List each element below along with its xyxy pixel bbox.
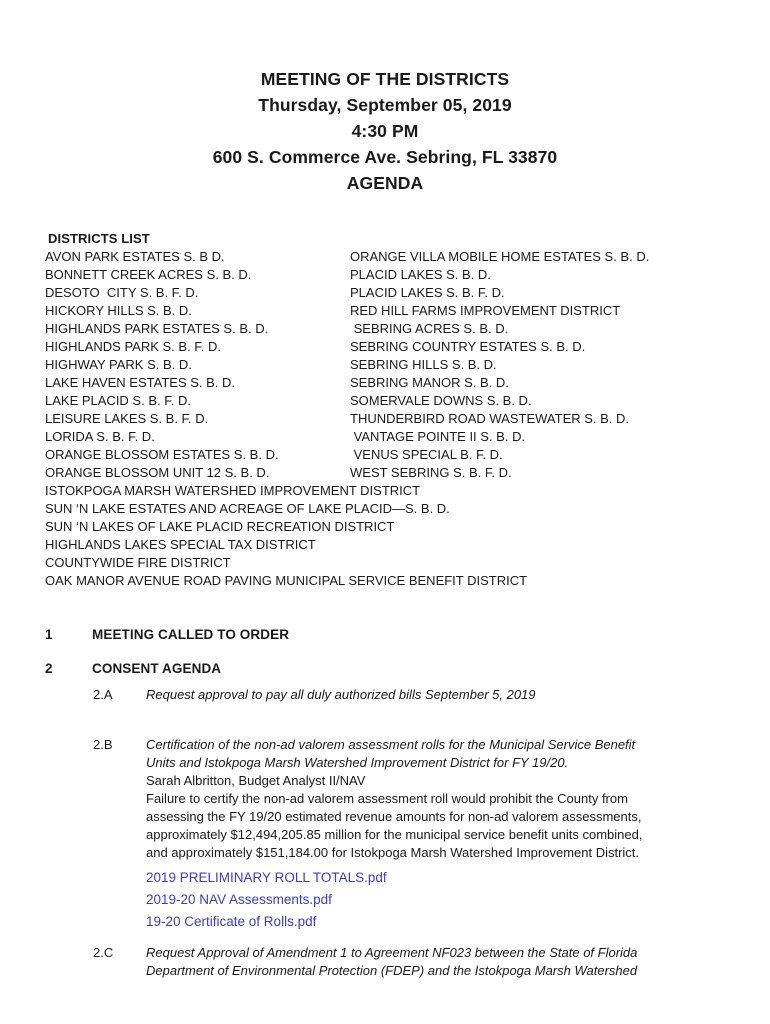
- district-name: THUNDERBIRD ROAD WASTEWATER S. B. D.: [350, 411, 630, 426]
- district-name: BONNETT CREEK ACRES S. B. D.: [45, 267, 252, 282]
- district-row: [45, 266, 750, 284]
- section-number: 1: [45, 627, 53, 642]
- agenda-section-2: [45, 660, 750, 678]
- consent-agenda-items: [93, 686, 750, 980]
- district-name: HIGHLANDS PARK S. B. F. D.: [45, 339, 222, 354]
- item-title-line: Department of Environmental Protection (FDEP) and the Istokpoga Marsh Watershed: [146, 963, 638, 978]
- item-label: 2.B: [93, 737, 113, 752]
- item-description-line: Failure to certify the non-ad valorem assessment roll would prohibit the County from: [146, 791, 628, 806]
- district-row: [45, 392, 750, 410]
- district-row: [45, 320, 750, 338]
- district-name: ISTOKPOGA MARSH WATERSHED IMPROVEMENT DISTRICT: [45, 483, 421, 498]
- district-name: AVON PARK ESTATES S. B D.: [45, 249, 225, 264]
- district-row: [45, 464, 750, 482]
- district-name: LAKE HAVEN ESTATES S. B. D.: [45, 375, 235, 390]
- district-row: [45, 446, 750, 464]
- district-row: [45, 338, 750, 356]
- district-row: [45, 284, 750, 302]
- districts-list-section: [45, 230, 750, 590]
- meeting-date: Thursday, September 05, 2019: [258, 95, 512, 115]
- district-name: VENUS SPECIAL B. F. D.: [350, 447, 503, 462]
- attachment-link-pdf[interactable]: 19-20 Certificate of Rolls.pdf: [146, 914, 317, 929]
- district-name: HICKORY HILLS S. B. D.: [45, 303, 192, 318]
- item-description-line: and approximately $151,184.00 for Istokpoga Marsh Watershed Improvement District.: [146, 845, 640, 860]
- section-number: 2: [45, 661, 53, 676]
- district-name: DESOTO CITY S. B. F. D.: [45, 285, 199, 300]
- item-presenter: Sarah Albritton, Budget Analyst II/NAV: [146, 773, 366, 788]
- meeting-address: 600 S. Commerce Ave. Sebring, FL 33870: [212, 147, 558, 167]
- district-name: ORANGE VILLA MOBILE HOME ESTATES S. B. D.: [350, 249, 650, 264]
- district-name: WEST SEBRING S. B. F. D.: [350, 465, 512, 480]
- district-name: HIGHWAY PARK S. B. D.: [45, 357, 192, 372]
- attachment-link-pdf[interactable]: 2019-20 NAV Assessments.pdf: [146, 892, 332, 907]
- district-name: LAKE PLACID S. B. F. D.: [45, 393, 191, 408]
- item-title-line: Request Approval of Amendment 1 to Agreement NF023 between the State of Florida: [146, 945, 638, 960]
- agenda-item-2a: [93, 686, 750, 704]
- agenda-item-2c: [93, 944, 750, 980]
- item-body: [146, 686, 750, 704]
- agenda-section-1: [45, 626, 750, 644]
- item-title-line: Certification of the non-ad valorem assessment rolls for the Municipal Service Benefit: [146, 737, 636, 752]
- district-name: SOMERVALE DOWNS S. B. D.: [350, 393, 532, 408]
- district-row: [45, 302, 750, 320]
- district-name: OAK MANOR AVENUE ROAD PAVING MUNICIPAL SERVICE BENEFIT DISTRICT: [45, 573, 528, 588]
- meeting-time: 4:30 PM: [351, 121, 419, 141]
- district-name: SEBRING MANOR S. B. D.: [350, 375, 509, 390]
- district-name: PLACID LAKES S. B. F. D.: [350, 285, 505, 300]
- district-name: SEBRING HILLS S. B. D.: [350, 357, 497, 372]
- district-name: SUN ‘N LAKE ESTATES AND ACREAGE OF LAKE PLACID—S. B. D.: [45, 501, 450, 516]
- district-name: COUNTYWIDE FIRE DISTRICT: [45, 555, 231, 570]
- agenda-section: [45, 626, 750, 980]
- district-name: SUN ‘N LAKES OF LAKE PLACID RECREATION DISTRICT: [45, 519, 395, 534]
- district-name: LEISURE LAKES S. B. F. D.: [45, 411, 209, 426]
- district-row: [45, 374, 750, 392]
- district-name: VANTAGE POINTE II S. B. D.: [350, 429, 526, 444]
- item-description-line: approximately $12,494,205.85 million for the municipal service benefit units combined,: [146, 827, 643, 842]
- district-name: HIGHLANDS PARK ESTATES S. B. D.: [45, 321, 269, 336]
- agenda-label: AGENDA: [346, 173, 424, 193]
- attachment-link-pdf[interactable]: 2019 PRELIMINARY ROLL TOTALS.pdf: [146, 870, 387, 885]
- item-title-line: Request approval to pay all duly authorized bills September 5, 2019: [146, 687, 536, 702]
- district-name: ORANGE BLOSSOM UNIT 12 S. B. D.: [45, 465, 270, 480]
- district-row: [45, 356, 750, 374]
- district-name: SEBRING ACRES S. B. D.: [350, 321, 509, 336]
- attachments-list: [146, 867, 750, 933]
- district-name: LORIDA S. B. F. D.: [45, 429, 155, 444]
- item-body: [146, 736, 750, 933]
- section-title: CONSENT AGENDA: [92, 661, 222, 676]
- district-name: HIGHLANDS LAKES SPECIAL TAX DISTRICT: [45, 537, 316, 552]
- district-row: [45, 410, 750, 428]
- meeting-title: MEETING OF THE DISTRICTS: [260, 69, 510, 89]
- district-name: PLACID LAKES S. B. D.: [350, 267, 491, 282]
- section-title: MEETING CALLED TO ORDER: [92, 627, 290, 642]
- district-name: SEBRING COUNTRY ESTATES S. B. D.: [350, 339, 586, 354]
- districts-list-heading: DISTRICTS LIST: [48, 231, 150, 246]
- item-label: 2.A: [93, 687, 113, 702]
- district-row: [45, 428, 750, 446]
- item-body: [146, 944, 750, 980]
- district-row: [45, 248, 750, 266]
- document-header: [0, 0, 770, 196]
- item-label: 2.C: [93, 945, 114, 960]
- district-name: RED HILL FARMS IMPROVEMENT DISTRICT: [350, 303, 621, 318]
- agenda-item-2b: [93, 736, 750, 933]
- district-name: ORANGE BLOSSOM ESTATES S. B. D.: [45, 447, 279, 462]
- item-description-line: assessing the FY 19/20 estimated revenue amounts for non-ad valorem assessments,: [146, 809, 642, 824]
- item-title-line: Units and Istokpoga Marsh Watershed Improvement District for FY 19/20.: [146, 755, 569, 770]
